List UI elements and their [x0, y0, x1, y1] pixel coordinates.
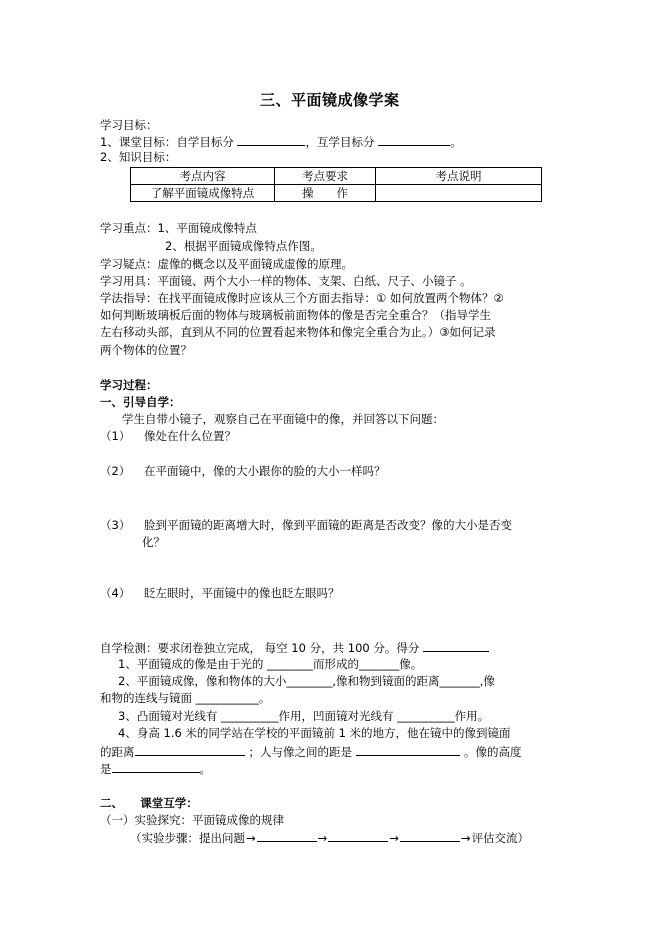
question-3-cont: 化？ [142, 535, 165, 549]
question-3 [100, 517, 512, 533]
table-header: 考点内容 [131, 168, 275, 185]
method-line2: 如何判断玻璃板后面的物体与玻璃板前面物体的像是否完全重合？（指导学生 [100, 308, 491, 322]
question-text: 眨左眼时，平面镜中的像也眨左眼吗？ [143, 586, 340, 600]
score-blank [423, 639, 489, 652]
fill-4a: 4、身高 1.6 米的同学站在学校的平面镜前 1 米的地方，他在镜中的像到镜面 [118, 726, 511, 740]
steps-end: 评估交流） [471, 831, 530, 845]
table-header-row [131, 168, 542, 185]
objectives-heading: 学习目标： [100, 118, 158, 132]
fill-4c [100, 760, 211, 777]
fill-2b: 和物的连线与镜面 ___________。 [100, 691, 271, 705]
arrow-icon: → [389, 831, 399, 845]
question-number: （2） [100, 464, 131, 478]
question-number: （4） [100, 586, 131, 600]
step-blank [400, 829, 460, 842]
table-cell: 操 作 [275, 185, 376, 202]
question-2 [100, 463, 385, 479]
fill-4b [100, 743, 522, 760]
fill-1: 1、平面镜成的像是由于光的 ________而形成的_______像。 [118, 657, 423, 671]
method-line3: 左右移动头部，直到从不同的位置看起来物体和像完全重合为止。）③如何记录 [100, 325, 496, 339]
question-number: （1） [100, 429, 131, 443]
arrow-icon: → [460, 831, 471, 845]
focus-line1: 学习重点：1、平面镜成像特点 [100, 221, 257, 235]
steps-pre: （实验步骤：提出问题 [130, 831, 245, 845]
process-heading: 学习过程： [100, 378, 158, 392]
method-line4: 两个物体的位置？ [100, 343, 192, 357]
fill-3: 3、凸面镜对光线有 __________作用，凹面镜对光线有 __________作用。 [118, 709, 490, 723]
selfcheck-text: 自学检测：要求闭卷独立完成， 每空 10 分，共 100 分。得分 [100, 641, 420, 655]
mutual-score-blank [378, 133, 450, 146]
step-blank [328, 829, 388, 842]
table-cell: 了解平面镜成像特点 [131, 185, 275, 202]
page-title: 三、平面镜成像学案 [260, 91, 400, 109]
fill-4b-pre: 的距离 [100, 745, 135, 759]
section1-intro: 学生自带小镜子，观察自己在平面镜中的像，并回答以下问题： [122, 412, 444, 426]
tools-line: 学习用具：平面镜、两个大小一样的物体、支架、白纸、尺子、小镜子 。 [100, 274, 472, 288]
fill-4b-end: 。像的高度 [464, 745, 522, 759]
table-cell [376, 185, 542, 202]
self-score-blank [237, 133, 305, 146]
question-text: 脸到平面镜的距离增大时，像到平面镜的距离是否改变？像的大小是否变 [143, 518, 512, 532]
objectives-line1-end: 。 [450, 135, 462, 149]
doubt-line: 学习疑点：虚像的概念以及平面镜成虚像的原理。 [100, 257, 353, 271]
objectives-line1-mid: ，互学目标分 [305, 135, 375, 149]
section2-heading: 二、 课堂互学： [100, 796, 198, 810]
focus-line2: 2、根据平面镜成像特点作图。 [165, 239, 322, 253]
question-1 [100, 428, 236, 444]
question-number: （3） [100, 518, 131, 532]
fill-4b-mid: ；人与像之间的距是 [248, 745, 352, 759]
experiment-steps [130, 829, 529, 846]
table-header: 考点说明 [376, 168, 542, 185]
fill-4c-end: 。 [199, 762, 211, 776]
section1-heading: 一、引导自学： [100, 395, 181, 409]
arrow-icon: → [317, 831, 328, 845]
objectives-line2: 2、知识目标： [100, 150, 177, 164]
objectives-line1 [100, 133, 462, 150]
method-line1: 学法指导：在找平面镜成像时应该从三个方面去指导：① 如何放置两个物体？② [100, 291, 504, 305]
image-height-blank [112, 760, 200, 773]
person-image-distance-blank [356, 743, 460, 756]
distance-blank [135, 743, 245, 756]
section2-sub: （一）实验探究：平面镜成像的规律 [100, 813, 284, 827]
arrow-icon: → [246, 831, 256, 845]
step-blank [257, 829, 317, 842]
fill-4c-pre: 是 [100, 762, 112, 776]
selfcheck-line [100, 639, 489, 656]
question-text: 像处在什么位置？ [143, 429, 236, 443]
question-4 [100, 585, 339, 601]
fill-2a: 2、平面镜成像，像和物体的大小________,像和物到镜面的距离_______,像 [118, 674, 495, 688]
question-text: 在平面镜中，像的大小跟你的脸的大小一样吗？ [143, 464, 386, 478]
table-header: 考点要求 [275, 168, 376, 185]
objectives-line1-prefix: 1、课堂目标：自学目标分 [100, 135, 234, 149]
table-row [131, 185, 542, 202]
knowledge-table [130, 167, 542, 202]
